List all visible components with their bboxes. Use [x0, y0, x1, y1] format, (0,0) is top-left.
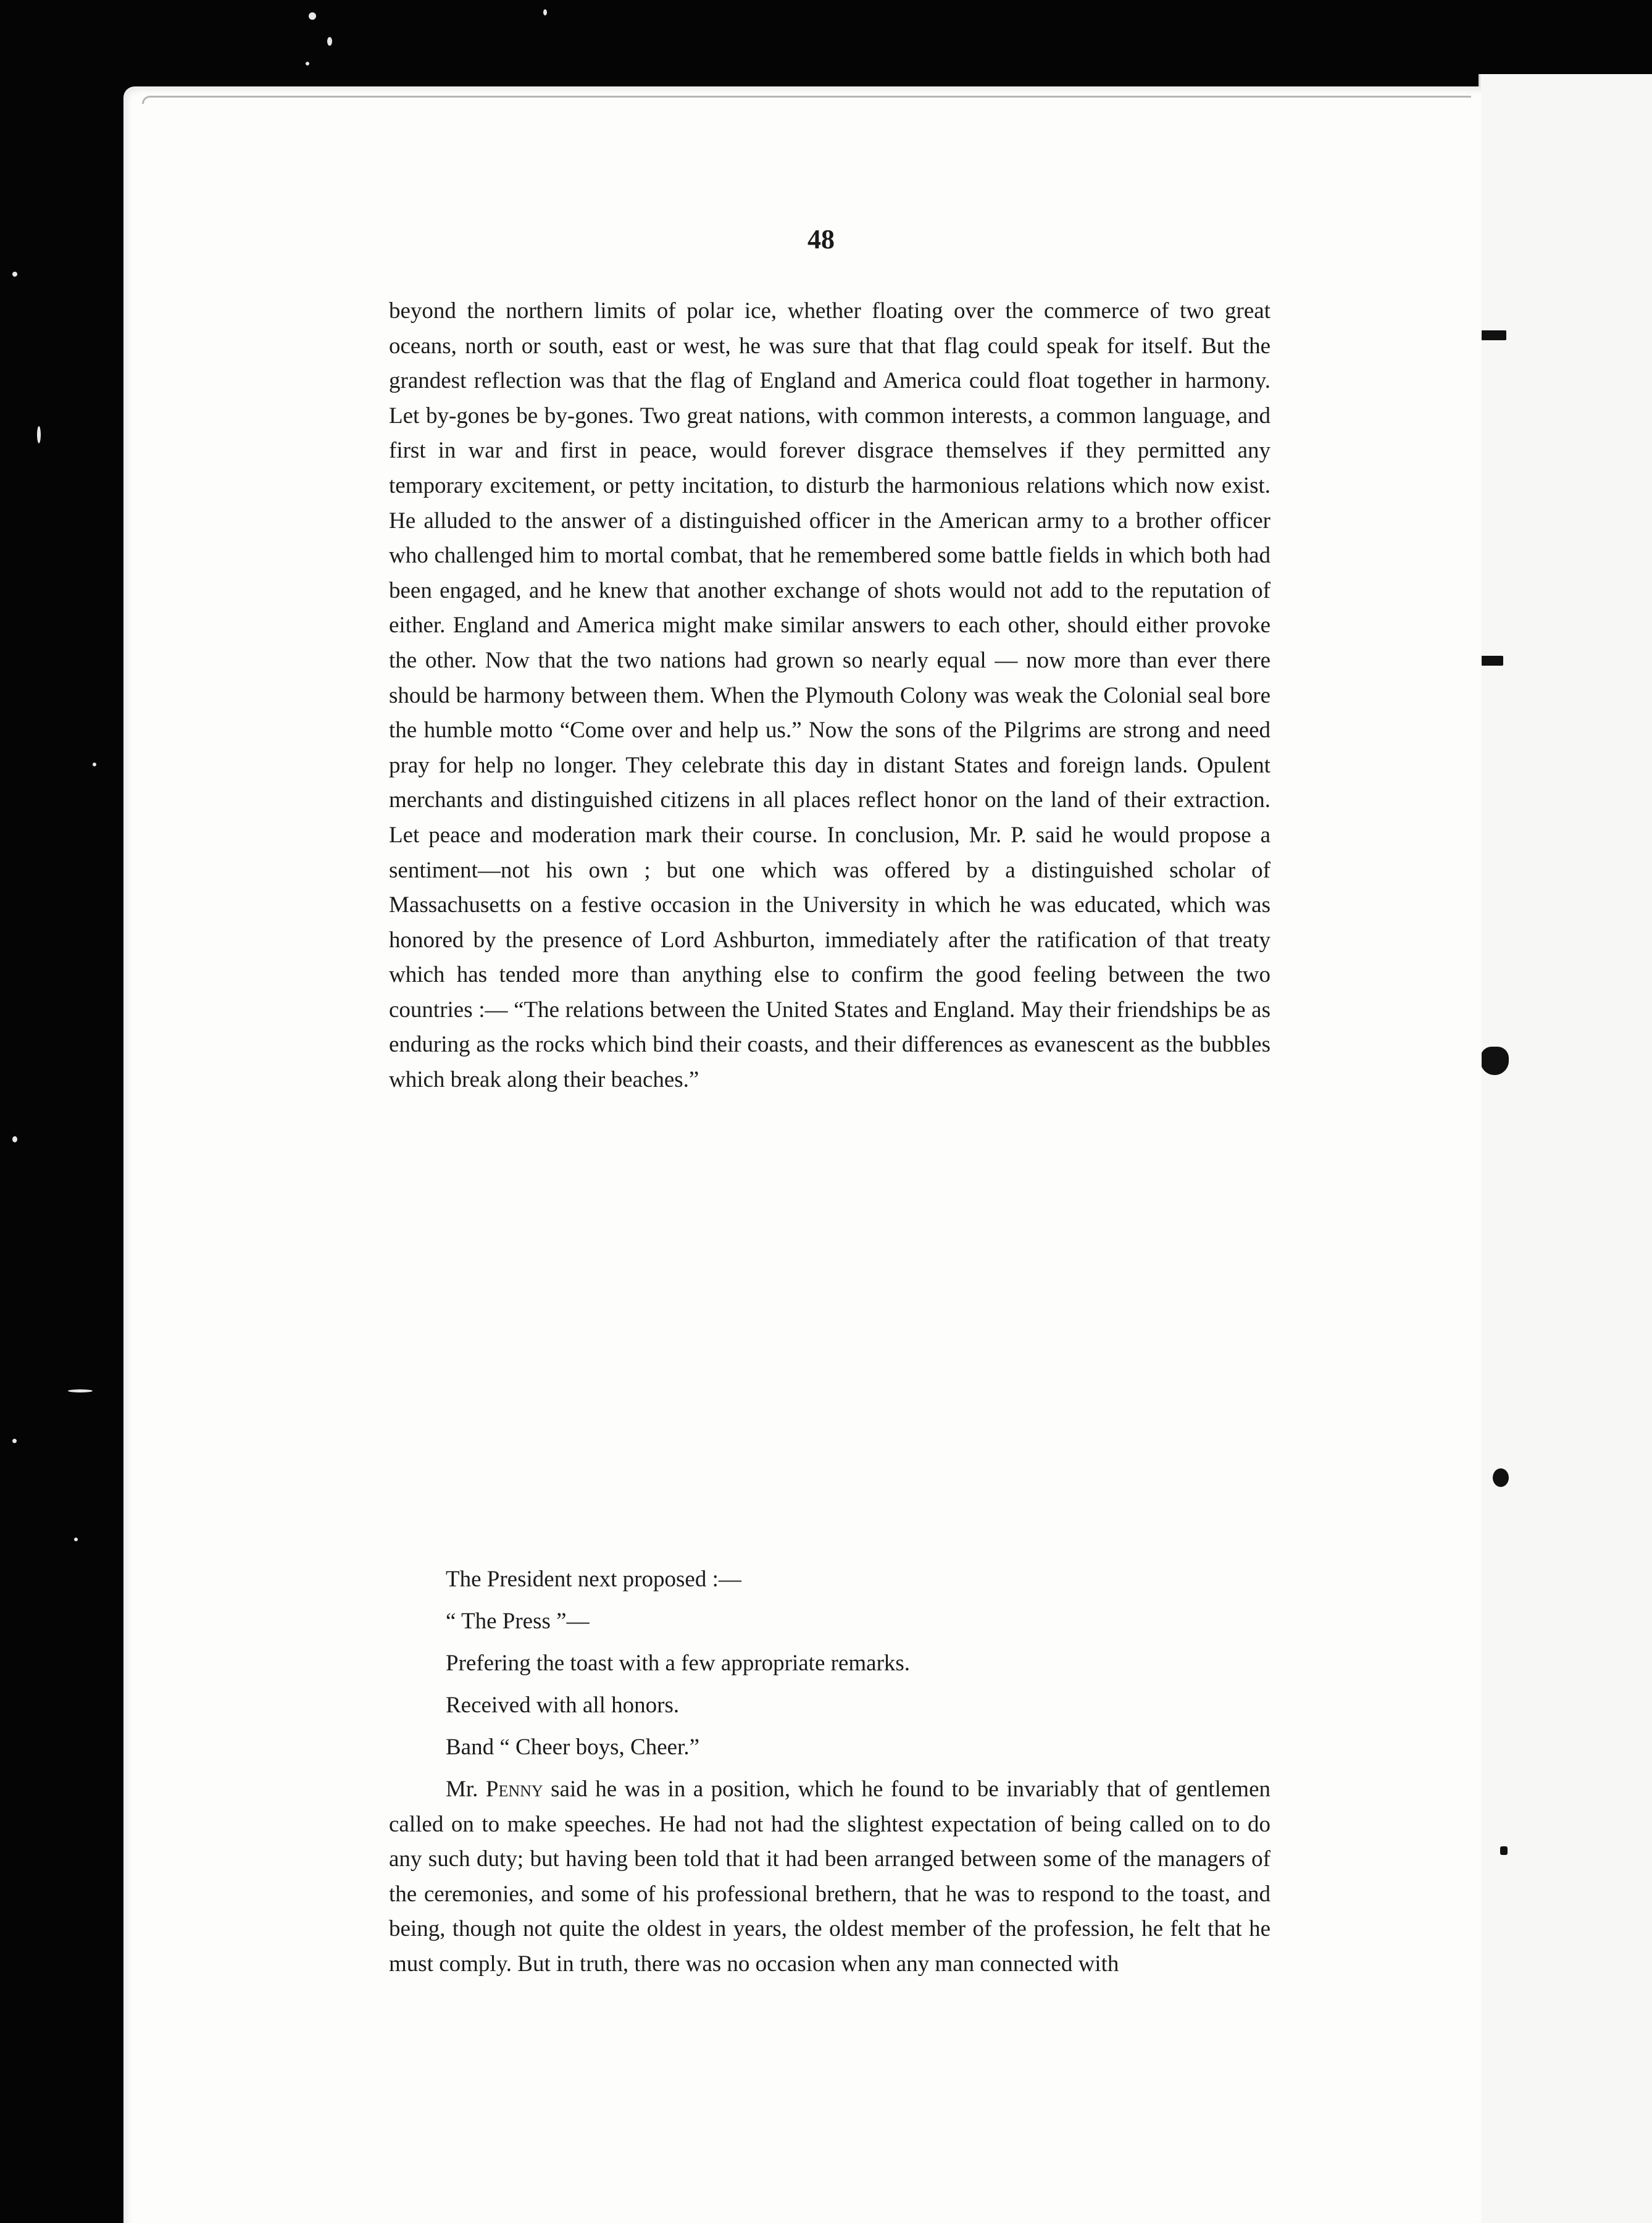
line-band: Band “ Cheer boys, Cheer.” [446, 1735, 699, 1760]
paragraph-penny [389, 1772, 1270, 1982]
page-edge [142, 96, 1471, 104]
penny-speech: said he was in a position, which he found to be invariably that of gentlemen called on to make speeches. He had not had the slightest expectation of being called on to do any such duty; but having been told that it had been arranged between some of the managers of the ceremonies, and some of his professional brethern, that he was to respond to the toast, and being, though not quite the oldest in years, the oldest member of the profession, he felt that he must comply. But in truth, there was no occasion when any man connected with [389, 1777, 1270, 1977]
scan-speck [12, 1439, 17, 1443]
facing-page-ink-mark [1480, 1047, 1509, 1075]
facing-page-ink-mark [1493, 1468, 1509, 1487]
speaker-name: Penny [485, 1777, 543, 1802]
scan-speck [12, 272, 17, 277]
paragraph-continuation: beyond the northern limits of polar ice, whether floating over the commerce of two great oceans, north or south, east or west, he was sure that that flag could speak for itself. But the grandest reflection was that the flag of England and America could float together in harmony. Let by-gones be by-gones. Two great nations, with common interests, a common language, and first in war and first in peace, would forever disgrace themselves if they permitted any temporary excitement, or petty incitation, to disturb the harmonious relations which now exist. He alluded to the answer of a distinguished officer in the American army to a brother officer who challenged him to mortal combat, that he remembered some battle fields in which both had been engaged, and he knew that another exchange of shots would not add to the reputation of either. England and America might make similar answers to each other, should either provoke the other. Now that the two nations had grown so nearly equal — now more than ever there should be harmony between them. When the Plymouth Colony was weak the Colonial seal bore the humble motto “Come over and help us.” Now the sons of the Pilgrims are strong and need pray for help no longer. They celebrate this day in distant States and foreign lands. Opulent merchants and distinguished citizens in all places reflect honor on the land of their extraction. Let peace and moderation mark their course. In conclusion, Mr. P. said he would propose a sentiment—not his own ; but one which was offered by a distinguished scholar of Massachusetts on a festive occasion in the University in which he was educated, which was honored by the presence of Lord Ashburton, immediately after the ratification of that treaty which has tended more than anything else to confirm the good feeling between the two countries :— “The relations between the United States and England. May their friendships be as enduring as the rocks which bind their coasts, and their differences as evanescent as the bubbles which break along their beaches.” [389, 298, 1270, 1093]
scan-speck [306, 62, 309, 65]
line-prefering-toast: Prefering the toast with a few appropriate remarks. [446, 1651, 911, 1676]
scan-speck [68, 1389, 93, 1392]
scan-speck [74, 1538, 78, 1541]
line-toast-press: “ The Press ”— [446, 1609, 590, 1634]
line-president-proposed: The President next proposed :— [446, 1567, 741, 1592]
scan-speck [93, 763, 96, 766]
facing-page-ink-mark [1500, 1846, 1508, 1855]
page-body [389, 294, 1270, 1982]
facing-page [1479, 74, 1652, 2223]
scan-speck [327, 37, 332, 46]
scan-speck [37, 426, 41, 443]
scan-speck [309, 12, 316, 20]
speaker-prefix: Mr. [446, 1777, 478, 1802]
scan-speck [543, 9, 547, 15]
scan-speck [12, 1136, 17, 1142]
line-received-honors: Received with all honors. [446, 1693, 680, 1718]
page-number: 48 [807, 224, 835, 254]
